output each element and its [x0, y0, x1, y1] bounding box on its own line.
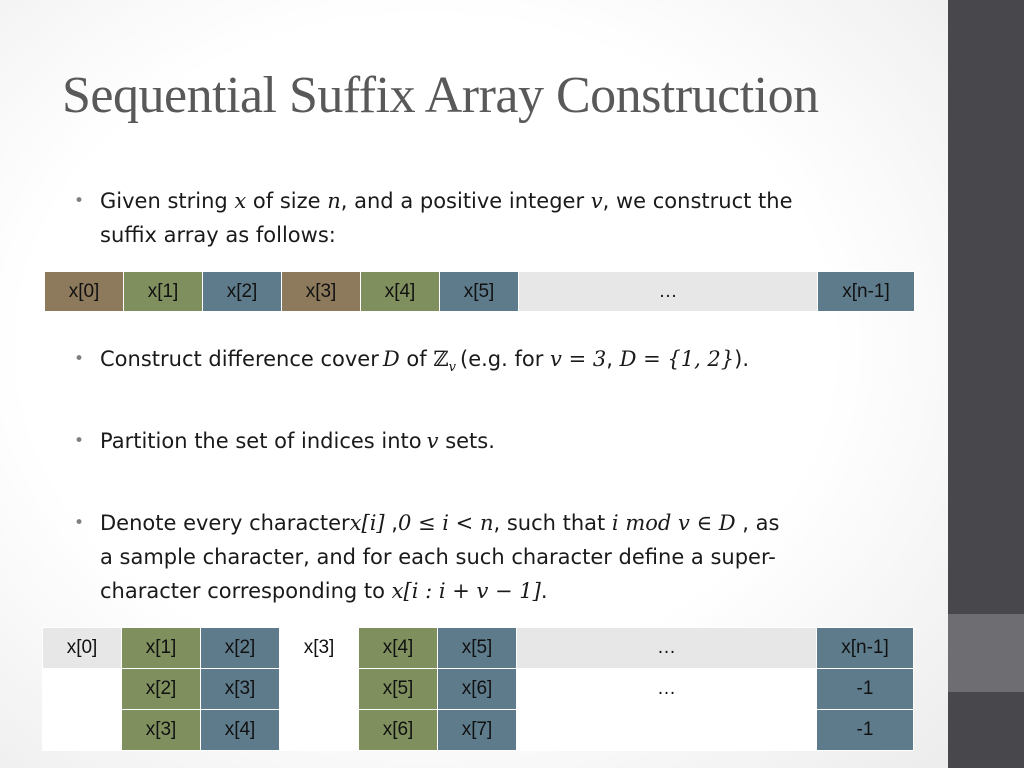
bullet-text: ,	[606, 347, 620, 371]
array-cell: x[1]	[121, 627, 201, 669]
math-var: x	[234, 189, 247, 213]
bullet-text: suffix array as follows:	[100, 223, 336, 247]
array-cell	[42, 709, 122, 751]
bullet-sample-character	[74, 506, 780, 608]
math-var: n	[327, 189, 341, 213]
bullet-text: , such that	[493, 511, 612, 535]
array-cell-ellipsis: …	[516, 627, 817, 669]
bullet-partition	[74, 424, 495, 458]
bullet-text: , we construct the	[602, 189, 793, 213]
math-var: ℤ	[433, 347, 449, 371]
array-cell	[279, 668, 359, 710]
array-cell: x[3]	[200, 668, 280, 710]
array-cell: x[5]	[439, 271, 519, 312]
bullet-text: ,	[384, 511, 398, 535]
bullet-difference-cover	[74, 342, 750, 385]
array-cell: x[6]	[437, 668, 517, 710]
bullet-text: .	[540, 579, 548, 603]
math-expr: v = 3	[550, 347, 607, 371]
slide-title: Sequential Suffix Array Construction	[62, 67, 819, 124]
array-cell	[42, 668, 122, 710]
array-cell: x[4]	[360, 271, 440, 312]
math-expr: x[i]	[349, 511, 385, 535]
bullet-text: ).	[734, 347, 750, 371]
array-cell: x[3]	[281, 271, 361, 312]
bullet-text: a sample character, and for each such character define a super-	[100, 545, 776, 569]
bullet-dot: •	[74, 349, 85, 369]
bullet-text: Construct difference cover	[100, 347, 379, 371]
bullet-text: of	[399, 347, 434, 371]
array-cell: x[3]	[279, 627, 359, 669]
bullet-text: , and a positive integer	[340, 189, 591, 213]
bullet-text: sets.	[438, 429, 495, 453]
bullet-text: of size	[246, 189, 328, 213]
array-cell: x[2]	[202, 271, 282, 312]
array-cell: x[5]	[437, 627, 517, 669]
side-bar-accent	[948, 614, 1024, 692]
bullet-dot: •	[74, 191, 85, 211]
bullet-given-string	[74, 184, 793, 252]
array-cell	[279, 709, 359, 751]
array-cell: -1	[816, 709, 914, 751]
array-cell: x[4]	[358, 627, 438, 669]
array-cell: x[3]	[121, 709, 201, 751]
array-cell: x[1]	[123, 271, 203, 312]
math-var: v	[426, 429, 439, 453]
bullet-text: (e.g. for	[460, 347, 551, 371]
bullet-text: Partition the set of indices into	[100, 429, 422, 453]
array-cell-empty	[516, 709, 817, 751]
array-cell-ellipsis: …	[516, 668, 817, 710]
bullet-text: character corresponding to	[100, 579, 392, 603]
math-expr: i mod v ∈ D	[611, 511, 736, 535]
array-cell: x[n-1]	[817, 271, 915, 312]
array-cell-ellipsis: …	[518, 271, 818, 312]
math-expr: x[i : i + v − 1]	[391, 579, 541, 603]
array-cell: x[0]	[42, 627, 122, 669]
array-cell: -1	[816, 668, 914, 710]
bullet-text: Given string	[100, 189, 235, 213]
math-var: D	[382, 347, 400, 371]
math-var: v	[590, 189, 603, 213]
math-subscript: v	[448, 360, 457, 376]
bullet-text: , as	[735, 511, 780, 535]
array-cell: x[6]	[358, 709, 438, 751]
array-cell: x[2]	[200, 627, 280, 669]
math-expr: 0 ≤ i < n	[397, 511, 494, 535]
bullet-text: Denote every character	[100, 511, 350, 535]
array-cell: x[4]	[200, 709, 280, 751]
array-cell: x[n-1]	[816, 627, 914, 669]
bullet-dot: •	[74, 513, 85, 533]
bullet-dot: •	[74, 431, 85, 451]
array-cell: x[2]	[121, 668, 201, 710]
array-cell: x[0]	[44, 271, 124, 312]
math-expr: D = {1, 2}	[619, 347, 735, 371]
array-cell: x[7]	[437, 709, 517, 751]
array-cell: x[5]	[358, 668, 438, 710]
